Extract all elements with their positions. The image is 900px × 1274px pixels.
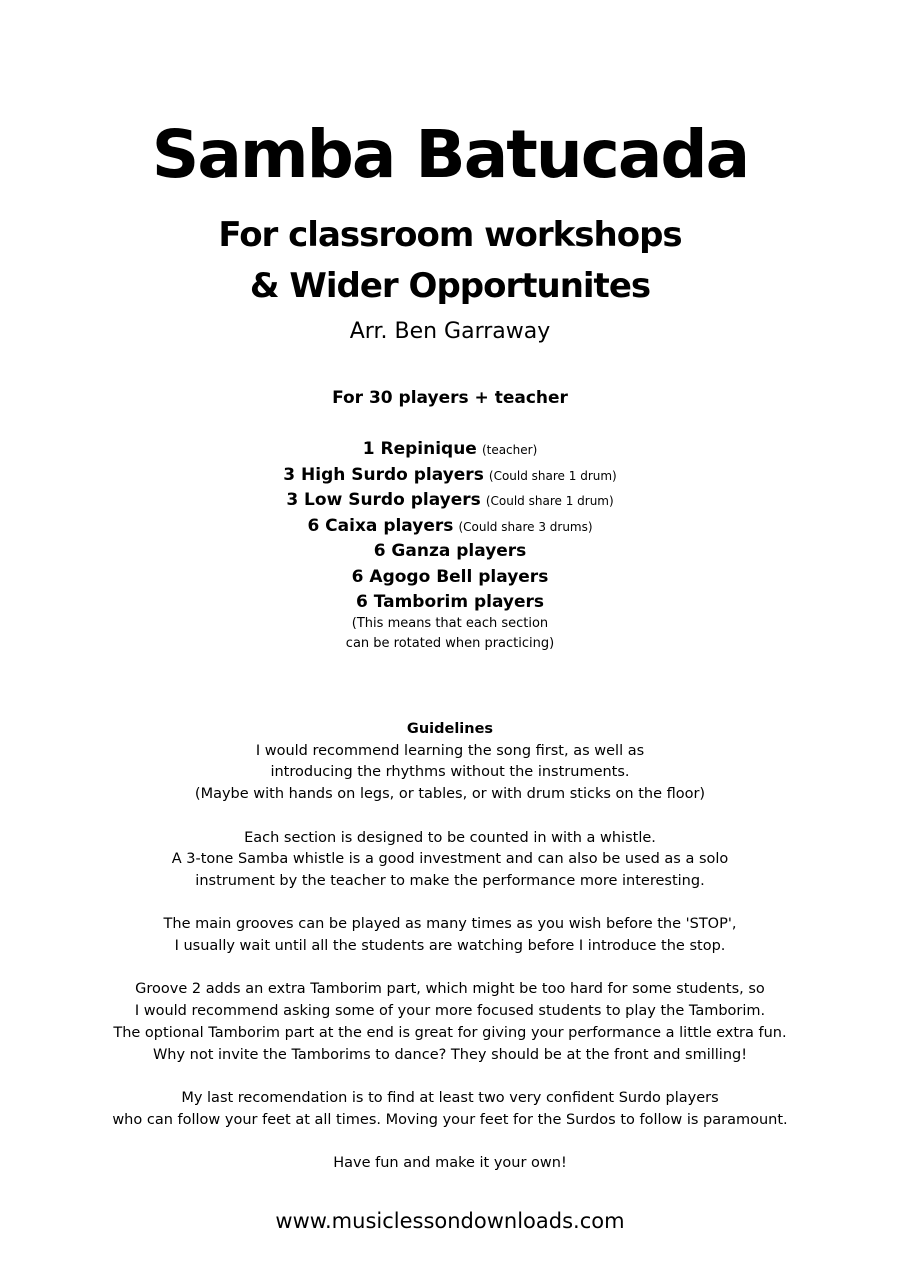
instrument-list xyxy=(0,436,900,615)
instrument-item xyxy=(0,564,900,590)
guidelines-line: Groove 2 adds an extra Tamborim part, which might be too hard for some students, so xyxy=(135,981,765,998)
guidelines-paragraph xyxy=(0,828,900,893)
guidelines-line: instrument by the teacher to make the performance more interesting. xyxy=(195,872,705,889)
guidelines-line: Why not invite the Tamborims to dance? They should be at the front and smilling! xyxy=(152,1046,748,1063)
guidelines-line: The main grooves can be played as many times as you wish before the 'STOP', xyxy=(163,916,737,933)
guidelines-section xyxy=(0,719,900,1175)
guidelines-paragraph xyxy=(0,914,900,957)
guidelines-line: I would recommend learning the song first, as well as xyxy=(255,742,645,759)
instrument-item xyxy=(0,513,900,539)
guidelines-line: who can follow your feet at all times. Moving your feet for the Surdos to follow is paramount. xyxy=(112,1111,788,1128)
rotation-note xyxy=(0,614,900,654)
guidelines-line: I usually wait until all the students are watching before I introduce the stop. xyxy=(174,938,726,954)
subtitle-line-2: & Wider Opportunites xyxy=(249,266,651,306)
instrument-item xyxy=(0,589,900,615)
guidelines-paragraph xyxy=(0,1153,900,1175)
instrument-note: (Could share 1 drum) xyxy=(488,468,617,483)
instrument-item xyxy=(0,462,900,488)
guidelines-heading: Guidelines xyxy=(406,721,494,737)
guidelines-line: introducing the rhythms without the instruments. xyxy=(270,764,630,781)
instrument-note: (Could share 1 drum) xyxy=(485,494,614,508)
instrument-item xyxy=(0,538,900,564)
subtitle xyxy=(0,210,900,312)
guidelines-line: A 3-tone Samba whistle is a good investment and can also be used as a solo xyxy=(171,851,729,868)
guidelines-line: The optional Tamborim part at the end is great for giving your performance a little extra fun. xyxy=(113,1024,787,1041)
instrument-name: 6 Tamborim players xyxy=(355,592,545,612)
guidelines-paragraph xyxy=(0,741,900,806)
rotation-note-line-2: can be rotated when practicing) xyxy=(345,636,555,651)
rotation-note-line-1: (This means that each section xyxy=(351,616,549,631)
guidelines-line: My last recomendation is to find at least two very confident Surdo players xyxy=(181,1089,719,1106)
guidelines-line: Have fun and make it your own! xyxy=(333,1154,567,1171)
instrument-item xyxy=(0,487,900,513)
instrument-name: 1 Repinique xyxy=(362,439,477,459)
guidelines-paragraph xyxy=(0,1088,900,1131)
instrument-name: 3 Low Surdo players xyxy=(286,490,481,510)
arranger-credit: Arr. Ben Garraway xyxy=(349,319,551,344)
subtitle-line-1: For classroom workshops xyxy=(218,215,682,255)
page-title: Samba Batucada xyxy=(151,116,749,193)
instrument-name: 6 Agogo Bell players xyxy=(351,566,549,587)
players-heading: For 30 players + teacher xyxy=(332,388,568,408)
instrument-name: 6 Caixa players xyxy=(307,515,454,536)
instrument-item xyxy=(0,436,900,462)
guidelines-line: Each section is designed to be counted in with a whistle. xyxy=(244,829,656,846)
guidelines-line: I would recommend asking some of your more focused students to play the Tamborim. xyxy=(134,1003,766,1020)
guidelines-line: (Maybe with hands on legs, or tables, or with drum sticks on the floor) xyxy=(194,786,706,803)
guidelines-paragraph xyxy=(0,979,900,1066)
instrument-note: (Could share 3 drums) xyxy=(458,519,593,534)
instrument-note: (teacher) xyxy=(481,443,538,457)
website-url: www.musiclessondownloads.com xyxy=(275,1209,625,1233)
instrument-name: 6 Ganza players xyxy=(373,541,527,561)
instrument-name: 3 High Surdo players xyxy=(283,464,484,485)
